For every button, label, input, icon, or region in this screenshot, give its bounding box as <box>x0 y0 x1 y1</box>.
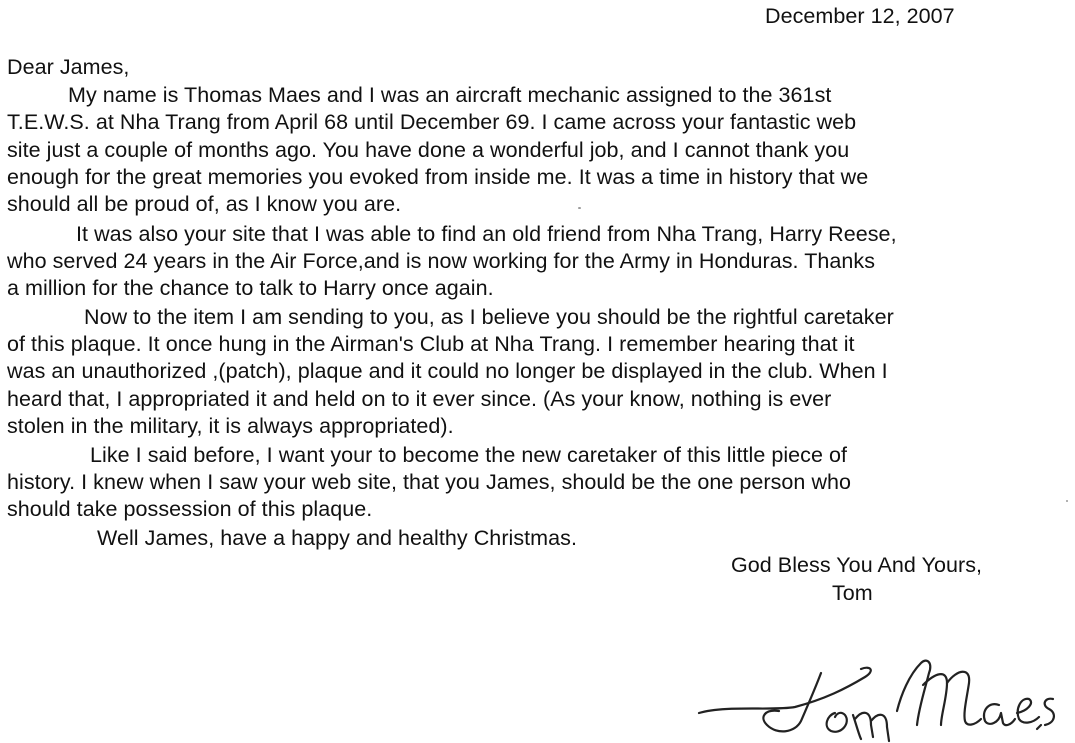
body-line-3: site just a couple of months ago. You have done a wonderful job, and I cannot thank you <box>7 138 850 162</box>
body-line-15: history. I knew when I saw your web site, that you James, should be the one person who <box>7 470 852 494</box>
body-line-8: a million for the chance to talk to Harry once again. <box>7 276 494 300</box>
handwritten-signature <box>695 655 1075 743</box>
body-line-1: My name is Thomas Maes and I was an aircraft mechanic assigned to the 361st <box>68 83 832 107</box>
scan-speck <box>578 207 581 209</box>
body-line-12: heard that, I appropriated it and held on to it ever since. (As your know, nothing is ever <box>7 387 832 411</box>
letter-date: December 12, 2007 <box>765 4 955 28</box>
body-line-5: should all be proud of, as I know you are. <box>7 192 402 216</box>
body-line-10: of this plaque. It once hung in the Airman's Club at Nha Trang. I remember hearing that it <box>7 332 855 356</box>
closing: God Bless You And Yours, <box>731 553 983 577</box>
signed-name: Tom <box>832 581 873 605</box>
body-line-17: Well James, have a happy and healthy Christmas. <box>97 526 577 550</box>
body-line-9: Now to the item I am sending to you, as I believe you should be the rightful caretaker <box>84 305 894 329</box>
body-line-11: was an unauthorized ,(patch), plaque and it could no longer be displayed in the club. When I <box>7 359 888 383</box>
body-line-13: stolen in the military, it is always appropriated). <box>7 414 454 438</box>
salutation: Dear James, <box>7 55 130 79</box>
body-line-16: should take possession of this plaque. <box>7 497 373 521</box>
body-line-2: T.E.W.S. at Nha Trang from April 68 until December 69. I came across your fantastic web <box>7 110 857 134</box>
body-line-4: enough for the great memories you evoked from inside me. It was a time in history that we <box>7 165 869 189</box>
body-line-14: Like I said before, I want your to become the new caretaker of this little piece of <box>90 443 848 467</box>
body-line-6: It was also your site that I was able to find an old friend from Nha Trang, Harry Reese, <box>76 222 897 246</box>
body-line-7: who served 24 years in the Air Force,and is now working for the Army in Honduras. Thanks <box>7 249 875 273</box>
scan-speck <box>1066 500 1068 502</box>
